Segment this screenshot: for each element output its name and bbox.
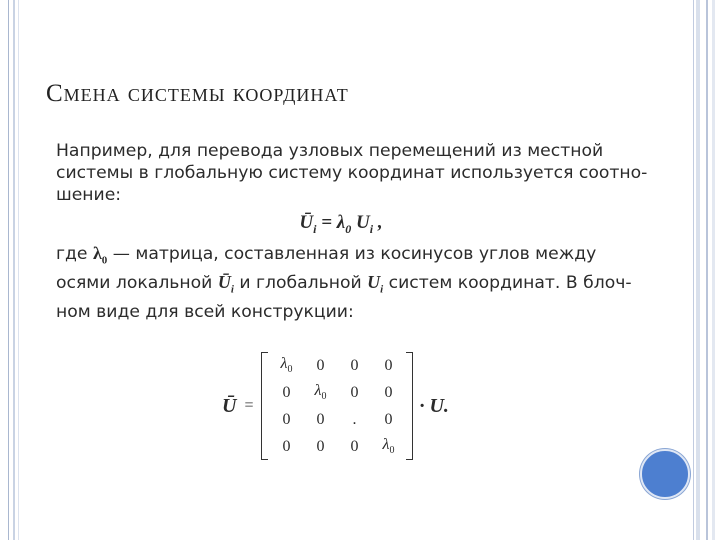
matrix-cell: $\lambda_0$	[382, 436, 395, 457]
formula-tail: ,	[373, 212, 383, 233]
formula-lhs-sub: i	[313, 221, 317, 236]
ubar-sub: i	[230, 283, 234, 296]
ubar-char: Ū	[217, 272, 231, 293]
matrix-row	[269, 379, 405, 406]
lambda-sub: 0	[101, 254, 108, 267]
u-sub: i	[380, 283, 384, 296]
matrix-cell: 0	[316, 356, 325, 374]
matrix-cell: 0	[282, 437, 291, 455]
text-fragment: осями локальной	[56, 273, 218, 294]
lambda-block-matrix	[261, 352, 413, 460]
matrix-cell: 0	[350, 437, 359, 455]
slide-title: Смена системы координат	[46, 80, 349, 107]
lambda-char: λ	[92, 242, 102, 263]
lambda-symbol	[92, 242, 108, 267]
text-fragment: систем координат. В блоч-	[383, 273, 632, 294]
formula-lambda-sub: 0	[345, 221, 352, 236]
right-stripe-line	[696, 0, 700, 540]
matrix-rhs: · U.	[419, 394, 449, 417]
u-char: U	[367, 272, 381, 293]
matrix-cell: 0	[384, 356, 393, 374]
matrix-table	[269, 352, 405, 460]
left-stripe-line	[8, 0, 9, 540]
paragraph-line: ном виде для всей конструкции:	[56, 301, 354, 322]
matrix-cell: 0	[350, 383, 359, 401]
left-decor-stripes	[0, 0, 22, 540]
u-symbol	[367, 272, 384, 296]
matrix-cell: 0	[282, 410, 291, 428]
left-stripe-line	[13, 0, 15, 540]
paragraph-line: Например, для перевода узловых перемещений из местной	[56, 141, 604, 161]
paragraph-line	[56, 271, 632, 301]
matrix-lhs: Ū	[222, 394, 237, 417]
paragraph-line: шение:	[56, 185, 122, 205]
scanned-text-block	[56, 140, 648, 323]
formula-rhs: U	[351, 212, 370, 233]
text-fragment: где	[56, 243, 93, 264]
matrix-cell: 0	[316, 410, 325, 428]
matrix-cell: .	[352, 410, 357, 428]
formula-rhs-sub: i	[369, 221, 374, 236]
left-stripe-line	[18, 0, 19, 540]
matrix-row	[269, 406, 405, 433]
matrix-eq-sign: =	[244, 397, 254, 414]
text-fragment: и глобальной	[233, 273, 368, 294]
nav-circle-button[interactable]	[640, 449, 690, 499]
text-fragment: — матрица, составленная из косинусов углов между	[107, 243, 597, 264]
matrix-cell: 0	[282, 383, 291, 401]
right-decor-stripes	[690, 0, 720, 540]
formula-eq-lambda: = λ	[316, 212, 346, 233]
transform-formula	[56, 212, 626, 240]
right-stripe-line	[693, 0, 694, 540]
matrix-row	[269, 433, 405, 460]
paragraph-line: системы в глобальную систему координат используется соотно-	[56, 163, 648, 183]
matrix-cell: 0	[384, 410, 393, 428]
matrix-cell: 0	[384, 383, 393, 401]
paragraph-line	[56, 242, 626, 272]
matrix-cell: 0	[350, 356, 359, 374]
matrix-cell: $\lambda_0$	[280, 355, 293, 376]
right-stripe-line	[706, 0, 708, 540]
formula-lhs: Ū	[299, 212, 314, 233]
block-matrix-equation	[222, 352, 449, 460]
matrix-cell: 0	[316, 437, 325, 455]
matrix-cell: $\lambda_0$	[314, 382, 327, 403]
ubar-symbol	[217, 272, 234, 296]
right-stripe-line	[712, 0, 715, 540]
matrix-row	[269, 352, 405, 379]
